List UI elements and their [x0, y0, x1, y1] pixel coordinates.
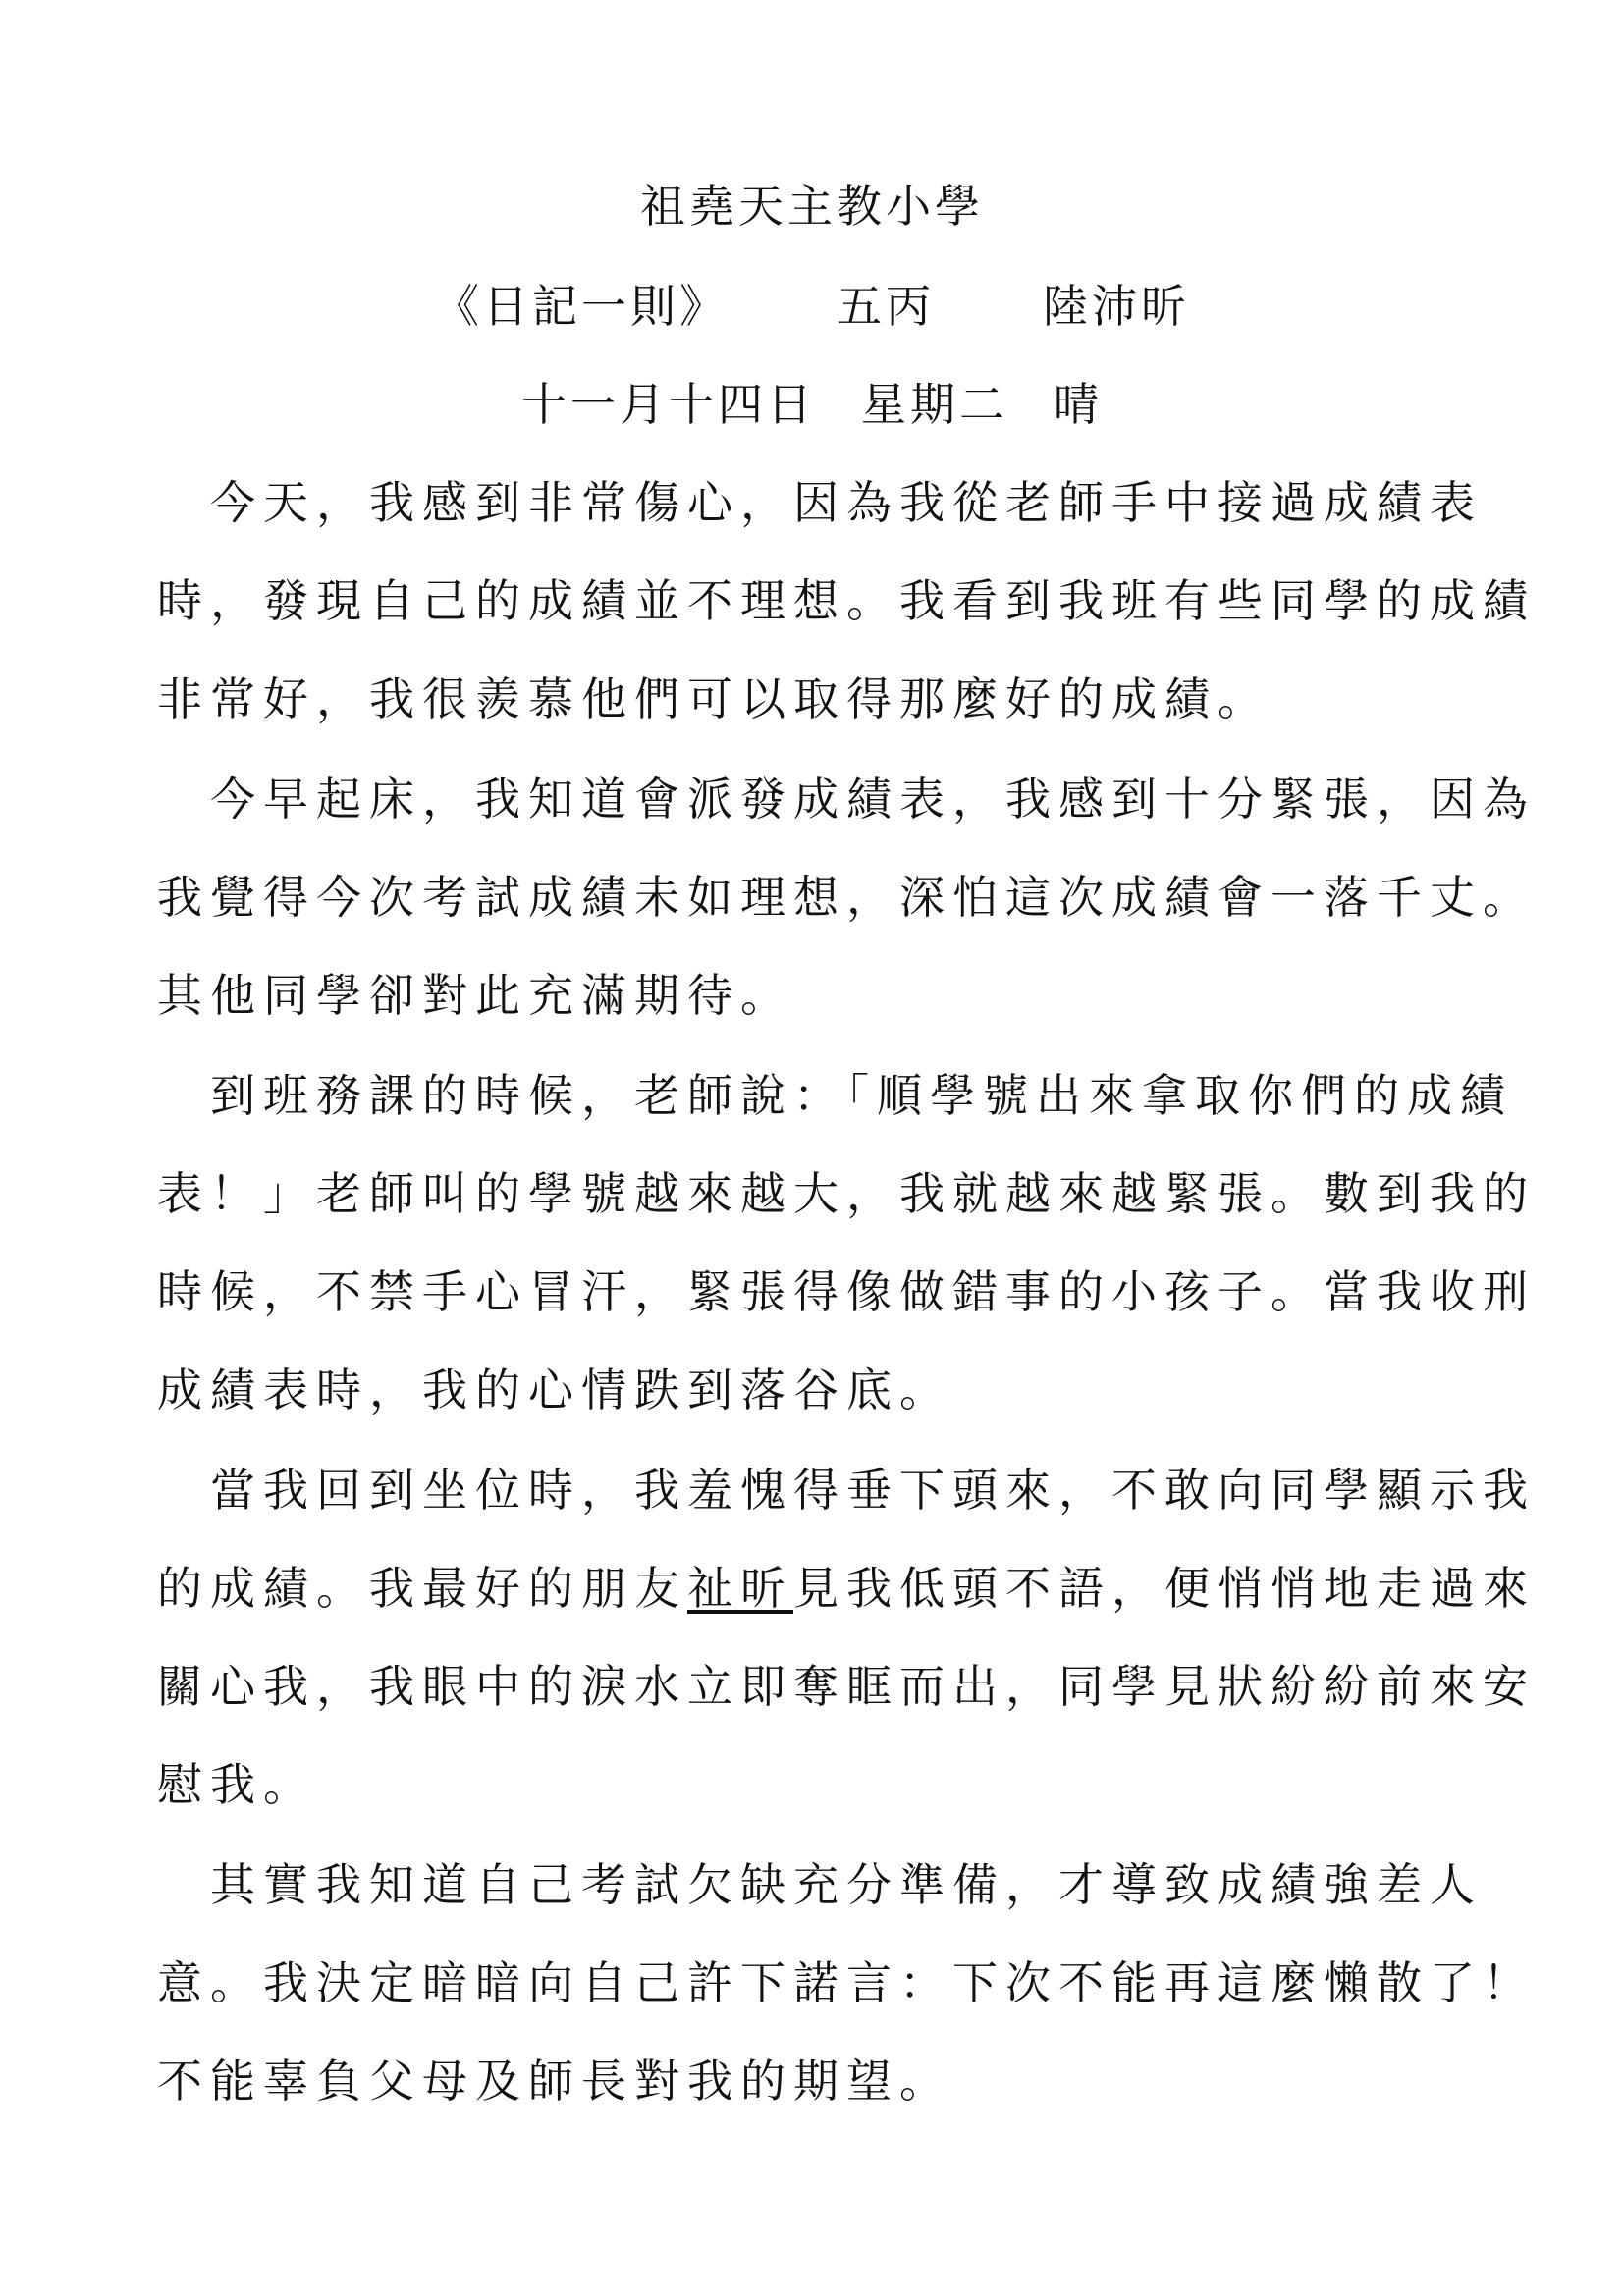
weekday: 星期二	[861, 378, 1008, 431]
date: 十一月十四日	[521, 378, 816, 431]
diary-title: 《日記一則》	[434, 280, 729, 333]
paragraph-3-line-3: 時候，不禁手心冒汗，緊張得像做錯事的小孩子。當我收刑	[157, 1265, 1536, 1318]
paragraph-3-line-4: 成績表時，我的心情跌到落谷底。	[157, 1363, 952, 1416]
weather: 晴	[1054, 378, 1103, 431]
paragraph-2-line-3: 其他同學卻對此充滿期待。	[157, 969, 793, 1022]
class-name: 五丙	[837, 280, 935, 333]
paragraph-4-line-1: 當我回到坐位時，我羞愧得垂下頭來，不敢向同學顯示我	[157, 1464, 1536, 1517]
paragraph-1-line-2: 時，發現自己的成績並不理想。我看到我班有些同學的成績	[157, 574, 1536, 627]
paragraph-3-line-2: 表！」老師叫的學號越來越大，我就越來越緊張。數到我的	[157, 1167, 1536, 1220]
student-name: 陸沛昕	[1043, 280, 1190, 333]
school-name: 祖堯天主教小學	[640, 180, 984, 233]
paragraph-2-line-1: 今早起床，我知道會派發成績表，我感到十分緊張，因為	[157, 773, 1536, 826]
paragraph-3-line-1: 到班務課的時候，老師說：「順學號出來拿取你們的成績	[157, 1069, 1513, 1122]
paragraph-4-line-3: 關心我，我眼中的淚水立即奪眶而出，同學見狀紛紛前來安	[157, 1660, 1536, 1713]
paragraph-4-line-2	[157, 1559, 1536, 1618]
friend-name: 祉昕	[687, 1562, 793, 1615]
paragraph-4-line-2-start: 的成績。我最好的朋友	[157, 1562, 687, 1615]
diary-heading	[0, 277, 1624, 336]
paragraph-5-line-3: 不能辜負父母及師長對我的期望。	[157, 2055, 952, 2108]
paragraph-1-line-3: 非常好，我很羨慕他們可以取得那麼好的成績。	[157, 672, 1271, 725]
paragraph-1-line-1: 今天，我感到非常傷心，因為我從老師手中接過成績表	[157, 476, 1483, 529]
paragraph-5-line-2: 意。我決定暗暗向自己許下諾言：下次不能再這麼懶散了！	[157, 1956, 1536, 2009]
date-line	[0, 375, 1624, 434]
paragraph-5-line-1: 其實我知道自己考試欠缺充分準備，才導致成績強差人	[157, 1858, 1483, 1911]
paragraph-4-line-4: 慰我。	[157, 1758, 316, 1811]
paragraph-4-line-2-end: 見我低頭不語，便悄悄地走過來	[793, 1562, 1536, 1615]
paragraph-2-line-2: 我覺得今次考試成績未如理想，深怕這次成績會一落千丈。	[157, 871, 1536, 924]
